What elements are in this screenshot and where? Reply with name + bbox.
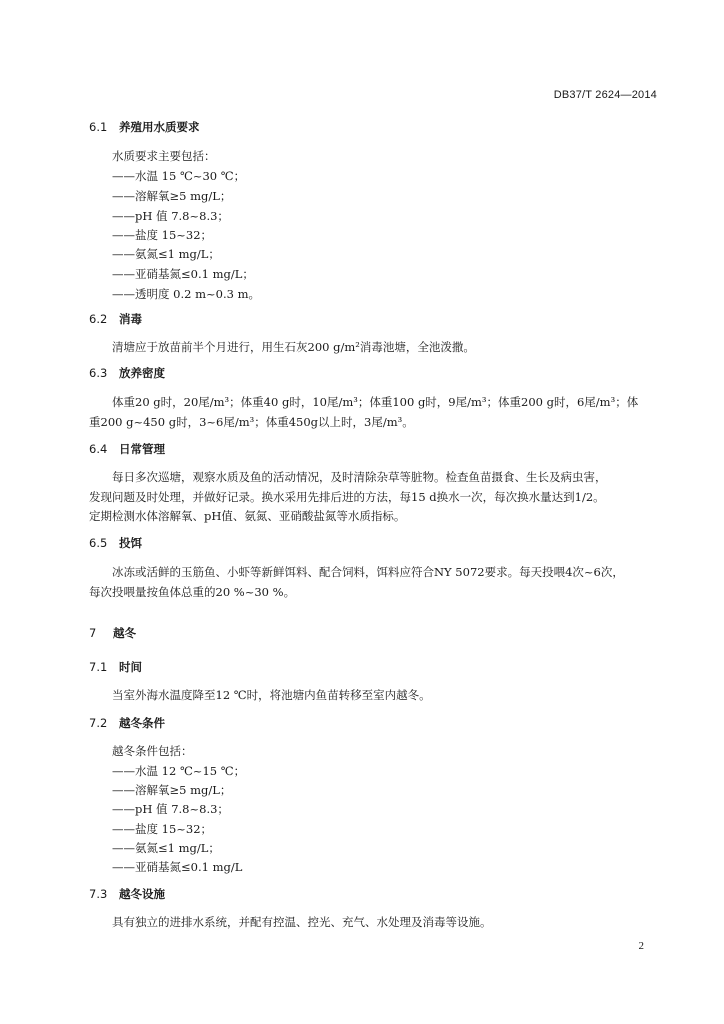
section-number: 6.1 bbox=[89, 120, 108, 134]
section-title: 消毒 bbox=[119, 312, 142, 326]
paragraph-line: 当室外海水温度降至12 ℃时，将池塘内鱼苗转移至室内越冬。 bbox=[112, 688, 431, 702]
list-item: ——pH 值 7.8~8.3； bbox=[112, 209, 229, 223]
heading-6-5 bbox=[89, 535, 142, 551]
paragraph-line: 体重20 g时，20尾/m³；体重40 g时，10尾/m³；体重100 g时，9尾/m³；体重200 g时，6尾/m³；体 bbox=[112, 395, 639, 409]
list-item: ——水温 12 ℃~15 ℃； bbox=[112, 764, 246, 778]
section-number: 6.5 bbox=[89, 536, 108, 550]
heading-6-4 bbox=[89, 441, 165, 457]
list-item: ——氨氮≤1 mg/L； bbox=[112, 841, 220, 855]
heading-7-1 bbox=[89, 659, 142, 675]
heading-6-3 bbox=[89, 365, 165, 381]
heading-7-2 bbox=[89, 715, 165, 731]
paragraph-line: 发现问题及时处理，并做好记录。换水采用先排后进的方法，每15 d换水一次，每次换水量达到1/2。 bbox=[89, 490, 605, 504]
heading-7 bbox=[89, 625, 136, 641]
section-title: 日常管理 bbox=[119, 442, 165, 456]
paragraph-line: 清塘应于放苗前半个月进行，用生石灰200 g/m²消毒池塘，全池泼撒。 bbox=[112, 340, 475, 354]
list-item: ——亚硝基氮≤0.1 mg/L bbox=[112, 860, 243, 874]
paragraph-intro: 越冬条件包括： bbox=[112, 744, 193, 758]
list-item: ——盐度 15~32； bbox=[112, 228, 213, 242]
list-item: ——透明度 0.2 m~0.3 m。 bbox=[112, 287, 260, 301]
section-number: 6.4 bbox=[89, 442, 108, 456]
section-title: 越冬条件 bbox=[119, 716, 165, 730]
heading-7-3 bbox=[89, 886, 165, 902]
paragraph-intro: 水质要求主要包括： bbox=[112, 149, 216, 163]
section-title: 放养密度 bbox=[119, 366, 165, 380]
section-title: 越冬设施 bbox=[119, 887, 165, 901]
section-number: 7.3 bbox=[89, 887, 108, 901]
section-title: 养殖用水质要求 bbox=[119, 120, 200, 134]
paragraph-line: 每日多次巡塘，观察水质及鱼的活动情况，及时清除杂草等脏物。检查鱼苗摄食、生长及病虫害， bbox=[112, 470, 607, 484]
section-number: 7.1 bbox=[89, 660, 108, 674]
standard-code: DB37/T 2624—2014 bbox=[553, 89, 657, 101]
list-item: ——溶解氧≥5 mg/L； bbox=[112, 189, 232, 203]
paragraph-line: 每次投喂量按鱼体总重的20 %~30 %。 bbox=[89, 585, 296, 599]
list-item: ——亚硝基氮≤0.1 mg/L； bbox=[112, 267, 254, 281]
list-item: ——溶解氧≥5 mg/L； bbox=[112, 783, 232, 797]
section-number: 7.2 bbox=[89, 716, 108, 730]
paragraph-line: 冰冻或活鲜的玉筋鱼、小虾等新鲜饵料、配合饲料，饵料应符合NY 5072要求。每天投喂4次~6次， bbox=[112, 565, 624, 579]
list-item: ——pH 值 7.8~8.3； bbox=[112, 802, 229, 816]
list-item: ——氨氮≤1 mg/L； bbox=[112, 247, 220, 261]
paragraph-line: 具有独立的进排水系统，并配有控温、控光、充气、水处理及消毒等设施。 bbox=[112, 915, 492, 929]
section-number: 6.3 bbox=[89, 366, 108, 380]
section-title: 投饵 bbox=[119, 536, 142, 550]
page-number: 2 bbox=[638, 940, 644, 952]
section-number: 6.2 bbox=[89, 312, 108, 326]
paragraph-line: 重200 g~450 g时，3~6尾/m³；体重450g以上时，3尾/m³。 bbox=[89, 415, 414, 429]
section-number: 7 bbox=[89, 626, 97, 640]
list-item: ——盐度 15~32； bbox=[112, 822, 213, 836]
heading-6-1 bbox=[89, 119, 200, 135]
section-title: 越冬 bbox=[113, 626, 136, 640]
paragraph-line: 定期检测水体溶解氧、pH值、氨氮、亚硝酸盐氮等水质指标。 bbox=[89, 509, 406, 523]
list-item: ——水温 15 ℃~30 ℃； bbox=[112, 169, 246, 183]
section-title: 时间 bbox=[119, 660, 142, 674]
heading-6-2 bbox=[89, 311, 142, 327]
